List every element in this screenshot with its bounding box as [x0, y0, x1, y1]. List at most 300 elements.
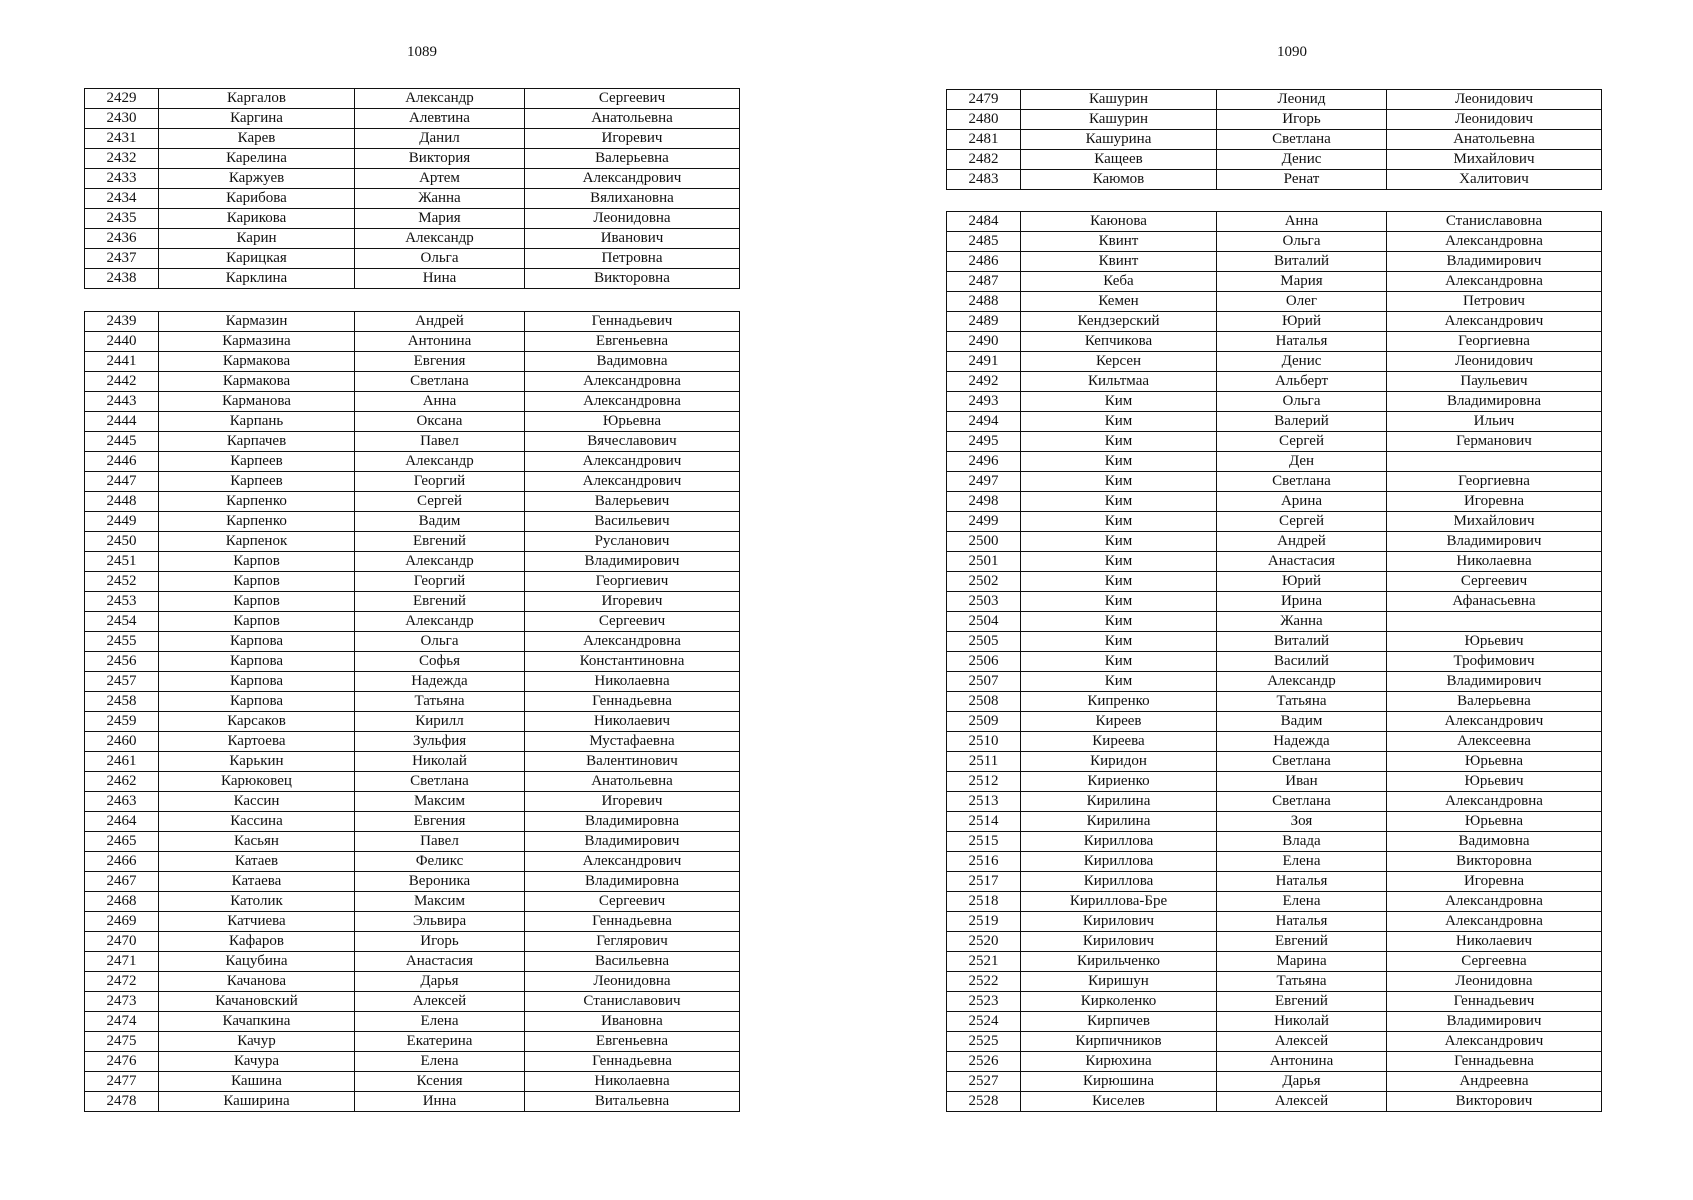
surname-cell: Ким: [1021, 632, 1217, 652]
patronymic-cell: Геннадьевна: [525, 1052, 740, 1072]
table-row: [947, 772, 1602, 792]
patronymic-cell: Александровна: [1387, 912, 1602, 932]
register-table-left-1: [84, 88, 740, 289]
surname-cell: Карпеев: [159, 472, 355, 492]
record-number-cell: 2432: [85, 149, 159, 169]
patronymic-cell: Владимирович: [1387, 1012, 1602, 1032]
record-number-cell: 2503: [947, 592, 1021, 612]
record-number-cell: 2476: [85, 1052, 159, 1072]
given-name-cell: Павел: [355, 832, 525, 852]
table-row: [947, 1092, 1602, 1112]
record-number-cell: 2445: [85, 432, 159, 452]
table-row: [947, 170, 1602, 190]
patronymic-cell: Игоревна: [1387, 872, 1602, 892]
surname-cell: Каширина: [159, 1092, 355, 1112]
given-name-cell: Иван: [1217, 772, 1387, 792]
patronymic-cell: Валентинович: [525, 752, 740, 772]
table-row: [85, 109, 740, 129]
given-name-cell: Андрей: [1217, 532, 1387, 552]
table-row: [85, 552, 740, 572]
record-number-cell: 2457: [85, 672, 159, 692]
record-number-cell: 2528: [947, 1092, 1021, 1112]
patronymic-cell: [1387, 612, 1602, 632]
table-row: [85, 652, 740, 672]
table-row: [85, 452, 740, 472]
record-number-cell: 2508: [947, 692, 1021, 712]
patronymic-cell: Юрьевич: [1387, 772, 1602, 792]
table-row: [85, 992, 740, 1012]
record-number-cell: 2523: [947, 992, 1021, 1012]
table-row: [947, 292, 1602, 312]
given-name-cell: Андрей: [355, 312, 525, 332]
surname-cell: Карпенко: [159, 512, 355, 532]
record-number-cell: 2435: [85, 209, 159, 229]
given-name-cell: Данил: [355, 129, 525, 149]
surname-cell: Карпачев: [159, 432, 355, 452]
given-name-cell: Юрий: [1217, 572, 1387, 592]
surname-cell: Касьян: [159, 832, 355, 852]
table-row: [85, 872, 740, 892]
surname-cell: Качура: [159, 1052, 355, 1072]
record-number-cell: 2500: [947, 532, 1021, 552]
patronymic-cell: Михайлович: [1387, 150, 1602, 170]
surname-cell: Карицкая: [159, 249, 355, 269]
table-row: [947, 632, 1602, 652]
record-number-cell: 2505: [947, 632, 1021, 652]
patronymic-cell: Владимировна: [525, 812, 740, 832]
table-row: [947, 1032, 1602, 1052]
given-name-cell: Инна: [355, 1092, 525, 1112]
record-number-cell: 2454: [85, 612, 159, 632]
surname-cell: Катчиева: [159, 912, 355, 932]
table-row: [85, 89, 740, 109]
surname-cell: Карпова: [159, 652, 355, 672]
patronymic-cell: Георгиевич: [525, 572, 740, 592]
surname-cell: Карин: [159, 229, 355, 249]
patronymic-cell: Игоревна: [1387, 492, 1602, 512]
surname-cell: Кирпичев: [1021, 1012, 1217, 1032]
surname-cell: Киришун: [1021, 972, 1217, 992]
surname-cell: Карпенко: [159, 492, 355, 512]
record-number-cell: 2456: [85, 652, 159, 672]
given-name-cell: Александр: [355, 552, 525, 572]
record-number-cell: 2502: [947, 572, 1021, 592]
record-number-cell: 2495: [947, 432, 1021, 452]
page-number-left: 1089: [407, 44, 437, 60]
surname-cell: Киридон: [1021, 752, 1217, 772]
given-name-cell: Наталья: [1217, 872, 1387, 892]
patronymic-cell: Николаевна: [1387, 552, 1602, 572]
surname-cell: Кармазин: [159, 312, 355, 332]
patronymic-cell: Валерьевич: [525, 492, 740, 512]
patronymic-cell: Алексеевна: [1387, 732, 1602, 752]
given-name-cell: Анна: [1217, 212, 1387, 232]
patronymic-cell: Андреевна: [1387, 1072, 1602, 1092]
patronymic-cell: Игоревич: [525, 129, 740, 149]
record-number-cell: 2507: [947, 672, 1021, 692]
table-row: [85, 149, 740, 169]
given-name-cell: Виктория: [355, 149, 525, 169]
given-name-cell: Жанна: [1217, 612, 1387, 632]
given-name-cell: Ксения: [355, 1072, 525, 1092]
patronymic-cell: Георгиевна: [1387, 332, 1602, 352]
patronymic-cell: Вячеславович: [525, 432, 740, 452]
given-name-cell: Ирина: [1217, 592, 1387, 612]
patronymic-cell: Георгиевна: [1387, 472, 1602, 492]
given-name-cell: Василий: [1217, 652, 1387, 672]
table-row: [947, 212, 1602, 232]
given-name-cell: Александр: [1217, 672, 1387, 692]
table-row: [947, 352, 1602, 372]
record-number-cell: 2459: [85, 712, 159, 732]
patronymic-cell: Вадимовна: [525, 352, 740, 372]
table-row: [85, 392, 740, 412]
record-number-cell: 2493: [947, 392, 1021, 412]
table-row: [947, 912, 1602, 932]
patronymic-cell: Юрьевна: [525, 412, 740, 432]
surname-cell: Карпеев: [159, 452, 355, 472]
patronymic-cell: Александровна: [1387, 272, 1602, 292]
record-number-cell: 2478: [85, 1092, 159, 1112]
table-row: [85, 1032, 740, 1052]
table-row: [947, 612, 1602, 632]
given-name-cell: Георгий: [355, 572, 525, 592]
given-name-cell: Сергей: [355, 492, 525, 512]
given-name-cell: Светлана: [1217, 130, 1387, 150]
given-name-cell: Феликс: [355, 852, 525, 872]
surname-cell: Кашурина: [1021, 130, 1217, 150]
surname-cell: Каргина: [159, 109, 355, 129]
given-name-cell: Дарья: [355, 972, 525, 992]
given-name-cell: Евгений: [1217, 932, 1387, 952]
patronymic-cell: Геннадьевич: [525, 312, 740, 332]
given-name-cell: Денис: [1217, 352, 1387, 372]
surname-cell: Кацубина: [159, 952, 355, 972]
patronymic-cell: Леонидович: [1387, 352, 1602, 372]
patronymic-cell: Николаевна: [525, 1072, 740, 1092]
surname-cell: Керсен: [1021, 352, 1217, 372]
patronymic-cell: Анатольевна: [525, 772, 740, 792]
patronymic-cell: Владимирович: [1387, 532, 1602, 552]
given-name-cell: Татьяна: [1217, 692, 1387, 712]
table-row: [947, 412, 1602, 432]
record-number-cell: 2467: [85, 872, 159, 892]
surname-cell: Карпова: [159, 632, 355, 652]
patronymic-cell: Васильевна: [525, 952, 740, 972]
record-number-cell: 2475: [85, 1032, 159, 1052]
table-row: [85, 1072, 740, 1092]
table-row: [85, 269, 740, 289]
table-row: [947, 932, 1602, 952]
record-number-cell: 2509: [947, 712, 1021, 732]
record-number-cell: 2439: [85, 312, 159, 332]
given-name-cell: Мария: [355, 209, 525, 229]
record-number-cell: 2524: [947, 1012, 1021, 1032]
patronymic-cell: Сергеевич: [525, 89, 740, 109]
given-name-cell: Кирилл: [355, 712, 525, 732]
table-row: [85, 812, 740, 832]
record-number-cell: 2487: [947, 272, 1021, 292]
surname-cell: Карсаков: [159, 712, 355, 732]
patronymic-cell: Геннадьевна: [525, 692, 740, 712]
patronymic-cell: Игоревич: [525, 592, 740, 612]
table-row: [947, 492, 1602, 512]
table-row: [85, 612, 740, 632]
record-number-cell: 2518: [947, 892, 1021, 912]
patronymic-cell: Сергеевич: [525, 892, 740, 912]
given-name-cell: Анастасия: [355, 952, 525, 972]
patronymic-cell: Афанасьевна: [1387, 592, 1602, 612]
patronymic-cell: Александрович: [525, 169, 740, 189]
surname-cell: Кирилина: [1021, 792, 1217, 812]
surname-cell: Кирюшина: [1021, 1072, 1217, 1092]
patronymic-cell: Владимировна: [525, 872, 740, 892]
surname-cell: Кармазина: [159, 332, 355, 352]
given-name-cell: Светлана: [1217, 752, 1387, 772]
surname-cell: Карюковец: [159, 772, 355, 792]
surname-cell: Кемен: [1021, 292, 1217, 312]
register-table-right-1: [946, 89, 1602, 190]
table-row: [85, 169, 740, 189]
given-name-cell: Эльвира: [355, 912, 525, 932]
record-number-cell: 2460: [85, 732, 159, 752]
surname-cell: Каргалов: [159, 89, 355, 109]
record-number-cell: 2437: [85, 249, 159, 269]
given-name-cell: Альберт: [1217, 372, 1387, 392]
table-row: [947, 1052, 1602, 1072]
given-name-cell: Зульфия: [355, 732, 525, 752]
patronymic-cell: Анатольевна: [525, 109, 740, 129]
given-name-cell: Евгения: [355, 812, 525, 832]
record-number-cell: 2484: [947, 212, 1021, 232]
table-row: [85, 592, 740, 612]
record-number-cell: 2486: [947, 252, 1021, 272]
surname-cell: Кармакова: [159, 352, 355, 372]
given-name-cell: Анна: [355, 392, 525, 412]
given-name-cell: Николай: [355, 752, 525, 772]
table-row: [947, 752, 1602, 772]
surname-cell: Кепчикова: [1021, 332, 1217, 352]
table-row: [85, 1092, 740, 1112]
record-number-cell: 2525: [947, 1032, 1021, 1052]
given-name-cell: Елена: [1217, 892, 1387, 912]
surname-cell: Карибова: [159, 189, 355, 209]
patronymic-cell: Ивановна: [525, 1012, 740, 1032]
patronymic-cell: Геннадьевич: [1387, 992, 1602, 1012]
record-number-cell: 2447: [85, 472, 159, 492]
patronymic-cell: Николаевич: [525, 712, 740, 732]
table-row: [947, 90, 1602, 110]
record-number-cell: 2463: [85, 792, 159, 812]
given-name-cell: Евгения: [355, 352, 525, 372]
patronymic-cell: Александровна: [1387, 792, 1602, 812]
surname-cell: Ким: [1021, 572, 1217, 592]
surname-cell: Ким: [1021, 452, 1217, 472]
table-row: [947, 952, 1602, 972]
given-name-cell: Игорь: [1217, 110, 1387, 130]
record-number-cell: 2482: [947, 150, 1021, 170]
surname-cell: Ким: [1021, 592, 1217, 612]
patronymic-cell: Николаевна: [525, 672, 740, 692]
given-name-cell: Ольга: [355, 632, 525, 652]
table-row: [947, 872, 1602, 892]
patronymic-cell: Александрович: [525, 852, 740, 872]
table-row: [85, 832, 740, 852]
record-number-cell: 2521: [947, 952, 1021, 972]
patronymic-cell: Трофимович: [1387, 652, 1602, 672]
surname-cell: Ким: [1021, 552, 1217, 572]
surname-cell: Кириллова-Бре: [1021, 892, 1217, 912]
surname-cell: Кирилович: [1021, 932, 1217, 952]
patronymic-cell: Юрьевна: [1387, 812, 1602, 832]
surname-cell: Кашурин: [1021, 90, 1217, 110]
table-row: [85, 792, 740, 812]
record-number-cell: 2464: [85, 812, 159, 832]
record-number-cell: 2481: [947, 130, 1021, 150]
table-row: [947, 392, 1602, 412]
record-number-cell: 2430: [85, 109, 159, 129]
surname-cell: Катаева: [159, 872, 355, 892]
patronymic-cell: Михайлович: [1387, 512, 1602, 532]
record-number-cell: 2449: [85, 512, 159, 532]
surname-cell: Карелина: [159, 149, 355, 169]
patronymic-cell: Анатольевна: [1387, 130, 1602, 150]
surname-cell: Кашурин: [1021, 110, 1217, 130]
table-row: [947, 972, 1602, 992]
patronymic-cell: Александрович: [1387, 712, 1602, 732]
given-name-cell: Георгий: [355, 472, 525, 492]
given-name-cell: Антонина: [1217, 1052, 1387, 1072]
given-name-cell: Ден: [1217, 452, 1387, 472]
surname-cell: Кассин: [159, 792, 355, 812]
given-name-cell: Александр: [355, 229, 525, 249]
given-name-cell: Софья: [355, 652, 525, 672]
register-table-right-2: [946, 211, 1602, 1112]
given-name-cell: Елена: [355, 1012, 525, 1032]
patronymic-cell: Халитович: [1387, 170, 1602, 190]
record-number-cell: 2517: [947, 872, 1021, 892]
given-name-cell: Алексей: [1217, 1032, 1387, 1052]
surname-cell: Катаев: [159, 852, 355, 872]
patronymic-cell: Владимирович: [1387, 672, 1602, 692]
surname-cell: Кирюхина: [1021, 1052, 1217, 1072]
surname-cell: Карпенок: [159, 532, 355, 552]
record-number-cell: 2485: [947, 232, 1021, 252]
record-number-cell: 2461: [85, 752, 159, 772]
patronymic-cell: Александровна: [525, 632, 740, 652]
patronymic-cell: Мустафаевна: [525, 732, 740, 752]
surname-cell: Кащеев: [1021, 150, 1217, 170]
surname-cell: Ким: [1021, 432, 1217, 452]
patronymic-cell: Александрович: [525, 452, 740, 472]
surname-cell: Ким: [1021, 392, 1217, 412]
table-row: [947, 512, 1602, 532]
surname-cell: Ким: [1021, 532, 1217, 552]
patronymic-cell: Александровна: [525, 372, 740, 392]
patronymic-cell: Викторовна: [1387, 852, 1602, 872]
surname-cell: Ким: [1021, 672, 1217, 692]
given-name-cell: Ольга: [1217, 232, 1387, 252]
given-name-cell: Вадим: [355, 512, 525, 532]
given-name-cell: Елена: [355, 1052, 525, 1072]
patronymic-cell: Игоревич: [525, 792, 740, 812]
given-name-cell: Надежда: [355, 672, 525, 692]
record-number-cell: 2511: [947, 752, 1021, 772]
record-number-cell: 2516: [947, 852, 1021, 872]
record-number-cell: 2473: [85, 992, 159, 1012]
patronymic-cell: Владимировна: [1387, 392, 1602, 412]
given-name-cell: Сергей: [1217, 512, 1387, 532]
table-row: [947, 552, 1602, 572]
patronymic-cell: Вялихановна: [525, 189, 740, 209]
table-row: [85, 1012, 740, 1032]
record-number-cell: 2492: [947, 372, 1021, 392]
page-number-right: 1090: [1277, 44, 1307, 60]
table-row: [947, 312, 1602, 332]
surname-cell: Кирилина: [1021, 812, 1217, 832]
patronymic-cell: Александровна: [1387, 892, 1602, 912]
table-row: [85, 249, 740, 269]
given-name-cell: Алевтина: [355, 109, 525, 129]
surname-cell: Ким: [1021, 612, 1217, 632]
record-number-cell: 2468: [85, 892, 159, 912]
table-row: [947, 332, 1602, 352]
patronymic-cell: Сергеевич: [1387, 572, 1602, 592]
given-name-cell: Надежда: [1217, 732, 1387, 752]
table-row: [85, 572, 740, 592]
given-name-cell: Нина: [355, 269, 525, 289]
record-number-cell: 2466: [85, 852, 159, 872]
patronymic-cell: Леонидовна: [525, 209, 740, 229]
table-row: [85, 912, 740, 932]
given-name-cell: Светлана: [1217, 792, 1387, 812]
patronymic-cell: Александрович: [525, 472, 740, 492]
patronymic-cell: [1387, 452, 1602, 472]
patronymic-cell: Петрович: [1387, 292, 1602, 312]
record-number-cell: 2497: [947, 472, 1021, 492]
table-row: [947, 572, 1602, 592]
patronymic-cell: Геннадьевна: [1387, 1052, 1602, 1072]
patronymic-cell: Викторович: [1387, 1092, 1602, 1112]
surname-cell: Кипренко: [1021, 692, 1217, 712]
table-row: [85, 472, 740, 492]
given-name-cell: Николай: [1217, 1012, 1387, 1032]
patronymic-cell: Юрьевна: [1387, 752, 1602, 772]
table-row: [947, 712, 1602, 732]
table-row: [947, 892, 1602, 912]
given-name-cell: Вероника: [355, 872, 525, 892]
surname-cell: Кирколенко: [1021, 992, 1217, 1012]
record-number-cell: 2444: [85, 412, 159, 432]
record-number-cell: 2522: [947, 972, 1021, 992]
record-number-cell: 2462: [85, 772, 159, 792]
patronymic-cell: Леонидовна: [1387, 972, 1602, 992]
given-name-cell: Артем: [355, 169, 525, 189]
patronymic-cell: Николаевич: [1387, 932, 1602, 952]
given-name-cell: Павел: [355, 432, 525, 452]
record-number-cell: 2491: [947, 352, 1021, 372]
given-name-cell: Евгений: [355, 592, 525, 612]
patronymic-cell: Вадимовна: [1387, 832, 1602, 852]
table-row: [85, 332, 740, 352]
surname-cell: Карпов: [159, 572, 355, 592]
record-number-cell: 2429: [85, 89, 159, 109]
given-name-cell: Зоя: [1217, 812, 1387, 832]
record-number-cell: 2489: [947, 312, 1021, 332]
table-row: [947, 272, 1602, 292]
given-name-cell: Марина: [1217, 952, 1387, 972]
table-row: [85, 712, 740, 732]
